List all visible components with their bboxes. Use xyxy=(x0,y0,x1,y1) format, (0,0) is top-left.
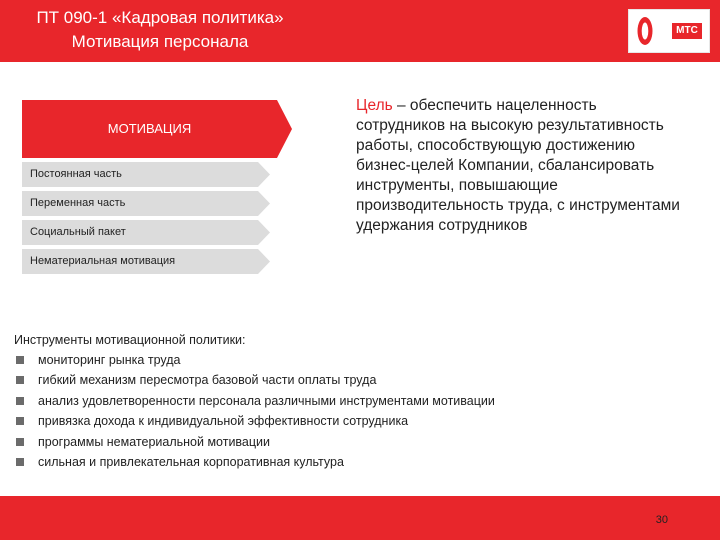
square-bullet-icon xyxy=(16,458,24,466)
list-item-text: программы нематериальной мотивации xyxy=(38,434,271,449)
list-item xyxy=(14,391,704,411)
list-item xyxy=(14,370,704,390)
square-bullet-icon xyxy=(16,397,24,405)
motivation-item-label: Переменная часть xyxy=(30,197,126,209)
goal-statement xyxy=(356,96,686,236)
footer-bar xyxy=(0,496,720,540)
list-item-text: сильная и привлекательная корпоративная культура xyxy=(38,455,344,470)
header-bar xyxy=(0,0,720,62)
motivation-item-label: Постоянная часть xyxy=(30,168,122,180)
square-bullet-icon xyxy=(16,417,24,425)
goal-text: – обеспечить нацеленность сотрудников на высокую результативность работы, способствующую достижению бизнес-целей Компании, сбалансировать инструменты, повышающие производительность труда, с инструментами удержания сотрудников xyxy=(356,97,680,234)
mts-logo xyxy=(628,9,710,53)
page-number: 30 xyxy=(655,514,668,526)
tools-heading: Инструменты мотивационной политики: xyxy=(14,333,246,347)
list-item-text: анализ удовлетворенности персонала различными инструментами мотивации xyxy=(38,393,495,408)
goal-label: Цель xyxy=(356,97,393,114)
tools-section xyxy=(14,330,704,472)
list-item xyxy=(14,411,704,431)
square-bullet-icon xyxy=(16,438,24,446)
list-item-text: гибкий механизм пересмотра базовой части оплаты труда xyxy=(38,373,377,388)
motivation-item-variable xyxy=(22,191,270,216)
logo-text: МТС xyxy=(672,23,702,39)
page-subtitle: Мотивация персонала xyxy=(71,32,249,51)
motivation-item-label: Нематериальная мотивация xyxy=(30,255,176,267)
square-bullet-icon xyxy=(16,376,24,384)
egg-logo-icon xyxy=(637,16,653,46)
page-title: ПТ 090-1 «Кадровая политика» xyxy=(36,8,284,27)
list-item-text: привязка дохода к индивидуальной эффективности сотрудника xyxy=(38,414,409,429)
motivation-item-nonmaterial xyxy=(22,249,270,274)
motivation-item-fixed xyxy=(22,162,270,187)
list-item xyxy=(14,452,704,472)
motivation-banner-label: МОТИВАЦИЯ xyxy=(107,121,192,136)
list-item xyxy=(14,350,704,370)
list-item xyxy=(14,432,704,452)
motivation-item-label: Социальный пакет xyxy=(30,226,126,238)
square-bullet-icon xyxy=(16,356,24,364)
list-item-text: мониторинг рынка труда xyxy=(38,353,181,367)
motivation-item-social xyxy=(22,220,270,245)
